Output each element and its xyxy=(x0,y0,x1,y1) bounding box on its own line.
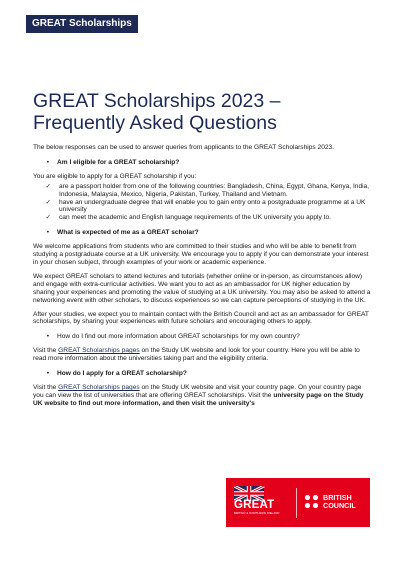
british-council-text: BRITISH COUNCIL xyxy=(323,493,356,510)
checkmark-icon: ✓ xyxy=(45,182,51,190)
checkmark-icon: ✓ xyxy=(45,198,51,206)
great-logo-text: GREAT xyxy=(234,499,275,511)
british-council-dots-icon xyxy=(304,494,319,509)
list-item: ✓ are a passport holder from one of the following countries: Bangladesh, China, Egypt, Ghana, Kenya, India, Indonesia, Malaysia, Mexico, Nigeria, Pakistan, Turkey, Thailand and Vietnam. xyxy=(33,183,371,199)
footer-logos xyxy=(226,478,370,527)
answer-eligibility: You are eligible to apply for a GREAT scholarship if you: xyxy=(33,172,197,180)
checkmark-icon: ✓ xyxy=(45,214,51,222)
answer-paragraph: We expect GREAT scholars to attend lectures and tutorials (whether online or in-person, as circumstances allow) and engage with extra-curricular activities. We want you to act as an ambassador for UK higher education by sharing your experiences and promoting the value of studying at a UK university. You may also be asked to attend a networking event with other scholars, to discuss experiences so we can capture perceptions of studying in the UK. xyxy=(33,272,371,304)
logo-divider xyxy=(296,488,297,518)
question-expectations xyxy=(33,229,371,237)
header-tag: GREAT Scholarships xyxy=(26,15,138,33)
great-logo-subtext: BRITAIN & NORTHERN IRELAND xyxy=(234,511,280,515)
question-more-info xyxy=(33,333,371,341)
page-title xyxy=(33,90,371,134)
answer-more-info: Visit the GREAT Scholarships pages on the Study UK website and look for your country. Here you will be able to read more information about the universities taking part and the eligibility criteria. xyxy=(33,347,360,363)
answer-paragraph: After your studies, we expect you to maintain contact with the British Council and act as an ambassador for GREAT scholarships, by sharing your experiences with future scholars and encouraging others to apply. xyxy=(33,310,369,326)
question-eligibility xyxy=(33,159,371,167)
list-item: ✓ have an undergraduate degree that will enable you to gain entry onto a postgraduate programme at a UK university xyxy=(33,199,371,215)
intro-paragraph: The below responses can be used to answer queries from applicants to the GREAT Scholarships 2023. xyxy=(33,144,335,151)
bullet-icon: • xyxy=(46,158,49,166)
title-line-1: GREAT Scholarships 2023 – xyxy=(33,90,281,112)
question-how-to-apply xyxy=(33,370,371,378)
answer-how-to-apply: Visit the GREAT Scholarships pages on the Study UK website and visit your country page. On your country page you can view the list of universities that are offering GREAT scholarships. Visit the university page on the Study UK website to find out more information, and then visit the university's xyxy=(33,383,364,407)
bullet-icon: • xyxy=(46,370,49,378)
question-text: How do I apply for a GREAT scholarship? xyxy=(57,370,187,378)
bullet-icon: • xyxy=(46,333,49,341)
eligibility-list xyxy=(33,183,371,223)
title-line-2: Frequently Asked Questions xyxy=(33,112,277,134)
bullet-icon: • xyxy=(46,229,49,237)
document-body xyxy=(33,90,371,408)
question-text: What is expected of me as a GREAT scholar? xyxy=(57,229,199,237)
question-text: How do I find out more information about GREAT scholarships for my own country? xyxy=(57,333,300,341)
question-text: Am I eligible for a GREAT scholarship? xyxy=(57,158,180,166)
list-item: ✓ can meet the academic and English language requirements of the UK university you apply to. xyxy=(33,214,371,222)
answer-paragraph: We welcome applications from students who are committed to their studies and who will be able to benefit from studying a postgraduate course at a UK university. We encourage you to apply if you can demonstrate your interest in your chosen subject, through examples of your work or academic experience. xyxy=(33,243,369,266)
great-scholarships-link[interactable]: GREAT Scholarships pages xyxy=(58,383,140,391)
great-scholarships-link[interactable]: GREAT Scholarships pages xyxy=(58,347,140,355)
